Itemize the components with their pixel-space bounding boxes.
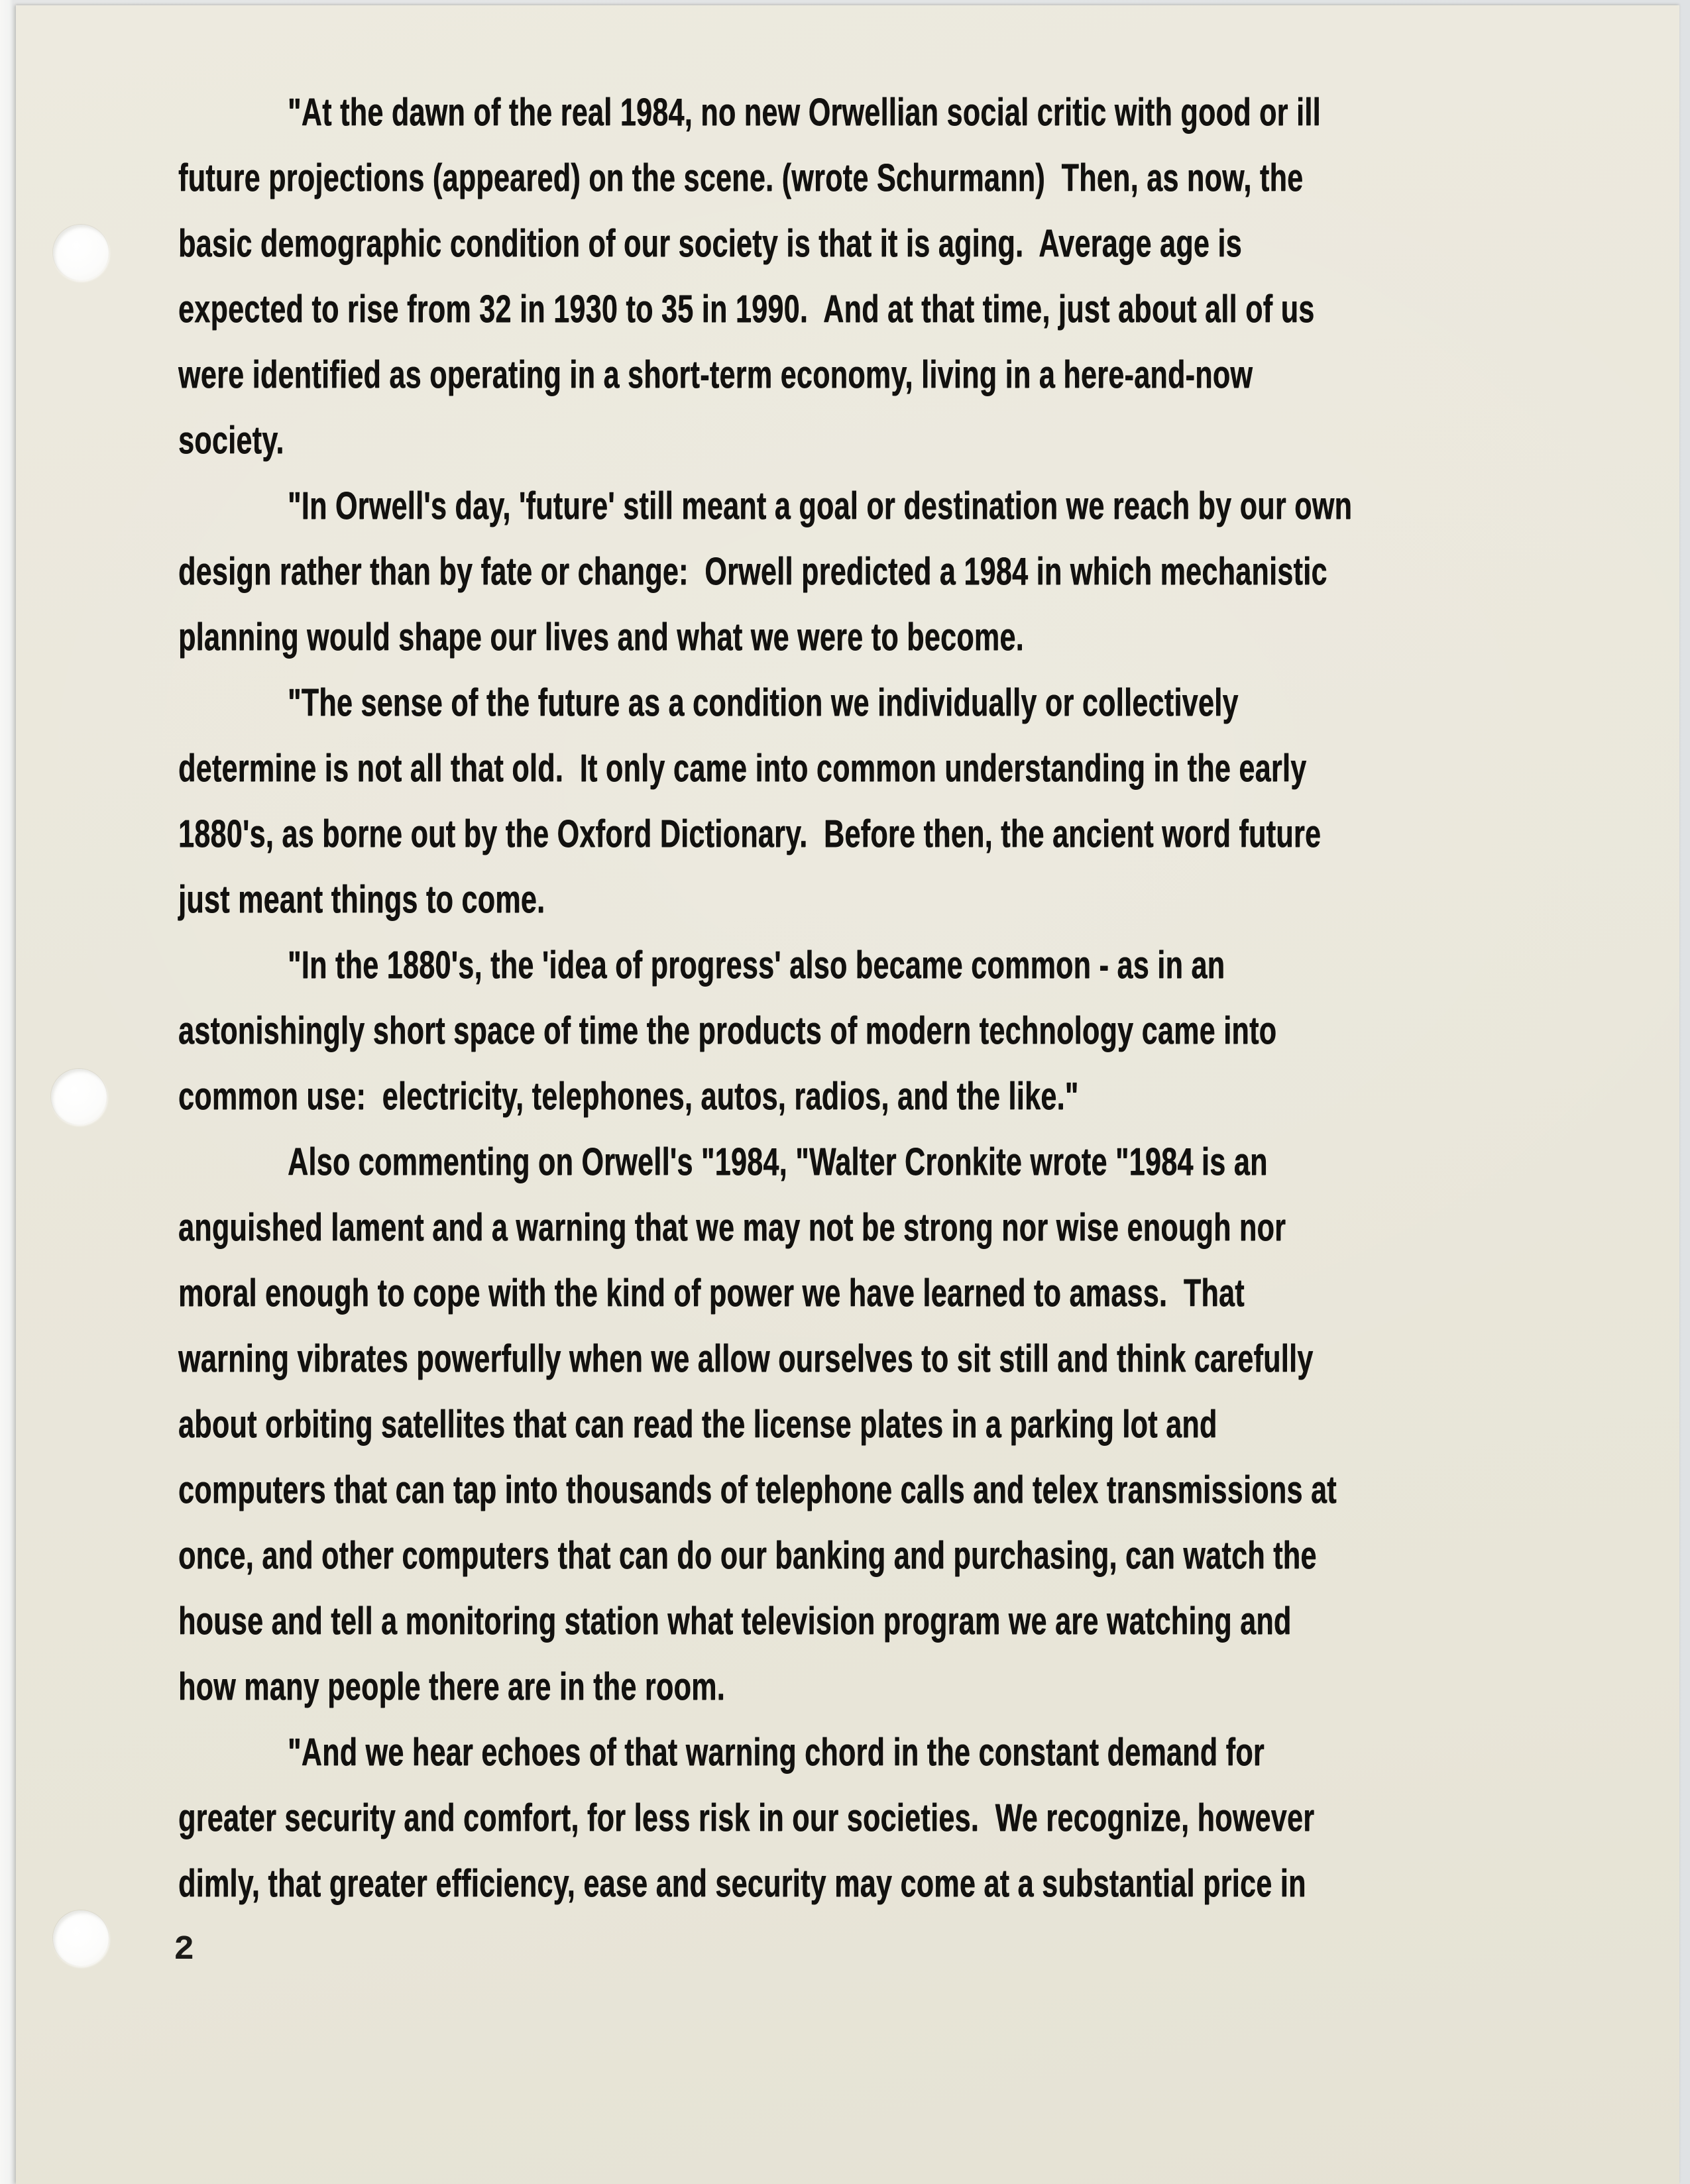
paragraph [178, 670, 1610, 932]
text-line: greater security and comfort, for less risk in our societies. We recognize, however [178, 1796, 1315, 1839]
text-line: "The sense of the future as a condition we individually or collectively [288, 681, 1239, 724]
text-line: "In the 1880's, the 'idea of progress' also became common - as in an [288, 944, 1225, 987]
text-line: about orbiting satellites that can read the license plates in a parking lot and [178, 1403, 1217, 1446]
text-line: once, and other computers that can do our banking and purchasing, can watch the [178, 1534, 1317, 1577]
text-line: society. [178, 419, 284, 462]
text-line: moral enough to cope with the kind of power we have learned to amass. That [178, 1272, 1245, 1315]
hole-punch [51, 1069, 107, 1124]
page-number: 2 [174, 1930, 195, 1969]
text-line: house and tell a monitoring station what television program we are watching and [178, 1600, 1292, 1643]
text-line: "And we hear echoes of that warning chord in the constant demand for [288, 1731, 1265, 1774]
hole-punch [53, 1910, 109, 1966]
text-line: Also commenting on Orwell's "1984, "Walter Cronkite wrote "1984 is an [288, 1140, 1268, 1183]
text-line: were identified as operating in a short-term economy, living in a here-and-now [178, 353, 1253, 396]
text-line: "At the dawn of the real 1984, no new Orwellian social critic with good or ill [288, 91, 1321, 134]
document-page [16, 5, 1679, 2184]
text-line: just meant things to come. [178, 878, 545, 921]
text-line: anguished lament and a warning that we may not be strong nor wise enough nor [178, 1206, 1286, 1249]
document-text [178, 80, 1610, 1916]
text-line: warning vibrates powerfully when we allow ourselves to sit still and think carefully [178, 1337, 1314, 1380]
paragraph [178, 1129, 1610, 1720]
text-line: astonishingly short space of time the products of modern technology came into [178, 1009, 1277, 1052]
text-line: 1880's, as borne out by the Oxford Dictionary. Before then, the ancient word future [178, 812, 1322, 855]
text-line: basic demographic condition of our society is that it is aging. Average age is [178, 222, 1242, 265]
text-line: "In Orwell's day, 'future' still meant a goal or destination we reach by our own [288, 484, 1353, 527]
text-line: planning would shape our lives and what we were to become. [178, 616, 1024, 659]
text-line: design rather than by fate or change: Orwell predicted a 1984 in which mechanistic [178, 550, 1327, 593]
text-line: computers that can tap into thousands of telephone calls and telex transmissions at [178, 1468, 1337, 1511]
text-line: future projections (appeared) on the scene. (wrote Schurmann) Then, as now, the [178, 156, 1304, 199]
text-line: determine is not all that old. It only came into common understanding in the early [178, 747, 1307, 790]
paragraph [178, 1720, 1610, 1916]
paragraph [178, 932, 1610, 1129]
text-line: dimly, that greater efficiency, ease and security may come at a substantial price in [178, 1862, 1306, 1905]
paragraph [178, 80, 1610, 473]
text-line: common use: electricity, telephones, autos, radios, and the like." [178, 1075, 1079, 1118]
paragraph [178, 473, 1610, 670]
text-line: expected to rise from 32 in 1930 to 35 in 1990. And at that time, just about all of us [178, 288, 1315, 331]
hole-punch [53, 225, 109, 280]
text-line: how many people there are in the room. [178, 1665, 725, 1708]
